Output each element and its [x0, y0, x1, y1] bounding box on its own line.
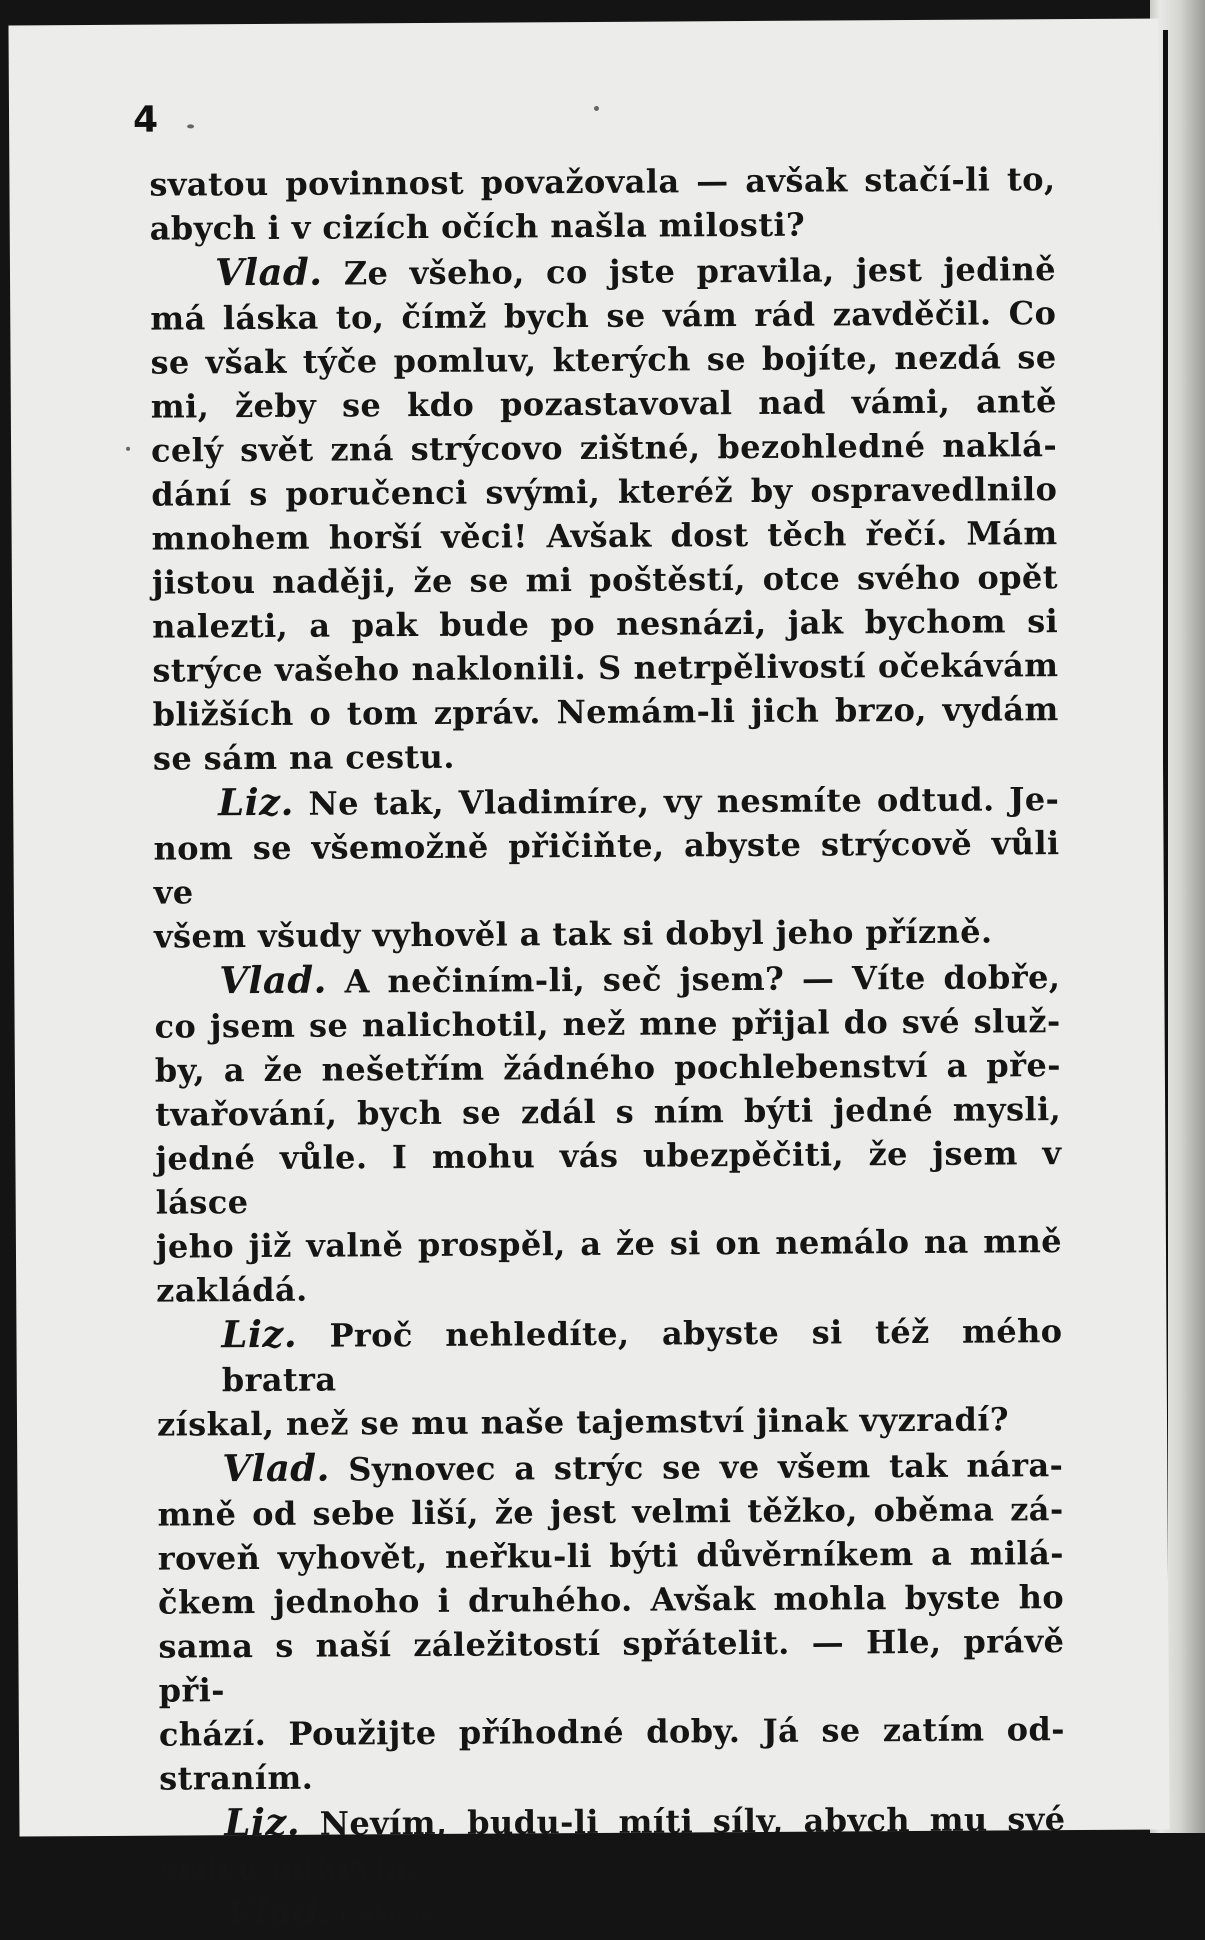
text-line — [155, 1043, 1061, 1093]
line-text: jistou naději, že se mi poštěstí, otce svého opět — [151, 558, 1058, 602]
line-text: má láska to, čímž bych se vám rád zavděčil. Co — [150, 294, 1057, 338]
text-line — [157, 1487, 1063, 1537]
line-text: jedné vůle. I mohu vás ubezpěčiti, že jsem v lásce — [155, 1134, 1062, 1222]
line-text: mně od sebe liší, že jest velmi těžko, oběma zá- — [157, 1490, 1064, 1534]
line-text: Synovec a strýc se ve všem tak nára- — [329, 1446, 1064, 1489]
text-line — [159, 1707, 1065, 1757]
line-text: Ze všeho, co jste pravila, jest jedině — [322, 250, 1057, 293]
text-line — [158, 1531, 1064, 1581]
text-line — [159, 1795, 1065, 1847]
line-text: roveň vyhovět, neřku-li býti důvěrníkem a milá- — [157, 1534, 1064, 1578]
page-number: 4 — [132, 99, 159, 141]
line-text: všem všudy vyhověl a tak si dobyl jeho přízně. — [153, 912, 993, 956]
page-body-text — [149, 157, 1066, 1939]
line-text: jeho již valně prospěl, a že si on nemálo na mně — [155, 1222, 1063, 1266]
text-line — [155, 1131, 1062, 1225]
speaker-name: Liz. — [221, 1311, 298, 1357]
text-line — [150, 335, 1056, 385]
text-line — [157, 1397, 1063, 1447]
text-line — [153, 731, 1059, 781]
text-line — [152, 643, 1058, 693]
text-line — [151, 379, 1057, 429]
text-line — [153, 821, 1060, 915]
line-text: čkem jednoho i druhého. Avšak mohla byste ho — [158, 1578, 1065, 1622]
line-text: straním. — [159, 1758, 314, 1798]
text-line — [155, 1087, 1061, 1137]
line-text: mnohem horší věci! Avšak dost těch řečí. Mám — [151, 514, 1058, 558]
text-line — [150, 201, 1056, 251]
line-text: tvařování, bych se zdál s ním býti jedné mysli, — [155, 1090, 1062, 1134]
speaker-name: Liz. — [224, 1799, 301, 1845]
text-line — [151, 423, 1057, 473]
line-text: Proč nehledíte, abyste si též mého bratra — [221, 1312, 1063, 1400]
text-line — [158, 1575, 1064, 1625]
text-line — [151, 467, 1057, 517]
paper-speck — [187, 124, 194, 128]
line-text: se sám na cestu. — [152, 737, 455, 778]
text-line — [160, 1885, 1066, 1939]
speaker-name: Vlad. — [214, 249, 323, 295]
line-text: získal, než se mu naše tajemství jinak vyzradí? — [156, 1400, 1010, 1444]
line-text: srdce odkryla. — [159, 1848, 420, 1888]
line-text: celý svět zná strýcovo zištné, bezohledné naklá- — [150, 426, 1058, 470]
line-text: bližších o tom zpráv. Nemám-li jich brzo, vydám — [152, 690, 1059, 734]
text-line — [157, 1441, 1063, 1493]
stage-direction: (odejde.) — [332, 1897, 452, 1932]
line-text: Ne tak, Vladimíre, vy nesmíte odtud. Je- — [293, 780, 1060, 823]
line-text: dání s poručenci svými, kteréž by ospravedlnilo — [151, 470, 1058, 514]
text-line — [151, 511, 1057, 561]
paper-speck — [594, 106, 599, 111]
text-line — [160, 1841, 1066, 1891]
text-line — [156, 1307, 1063, 1403]
speaker-name: Liz. — [218, 779, 294, 825]
line-text: abych i v cizích očích našla milosti? — [149, 205, 806, 248]
book-page — [8, 19, 1169, 1935]
line-text: sama s naší záležitostí spřátelit. — Hle, právě při- — [158, 1622, 1065, 1710]
speaker-name: Vlad. — [222, 1445, 330, 1491]
text-line — [152, 599, 1058, 649]
text-line — [150, 245, 1056, 297]
line-text: Nevím, budu-li míti síly, abych mu své — [299, 1800, 1066, 1843]
text-line — [150, 291, 1056, 341]
text-line — [154, 999, 1060, 1049]
text-line — [152, 555, 1058, 605]
text-line — [153, 775, 1059, 827]
text-line — [156, 1263, 1062, 1313]
speaker-name: Vlad. — [219, 957, 327, 1003]
line-text: strýce vašeho naklonili. S netrpělivostí očekávám — [152, 646, 1059, 690]
line-text: mi, žeby se kdo pozastavoval nad vámi, antě — [150, 382, 1057, 426]
line-text: svatou povinnost považovala — avšak stačí-li to, — [149, 160, 1056, 204]
text-line — [153, 687, 1059, 737]
line-text: nom se všemožně přičiňte, abyste strýcově vůli ve — [153, 824, 1060, 912]
line-text: A nečiním-li, seč jsem? — Víte dobře, — [326, 958, 1061, 1001]
text-line — [159, 1751, 1065, 1801]
line-text: chází. Použijte příhodné doby. Já se zatím od- — [158, 1710, 1066, 1754]
text-line — [154, 909, 1060, 959]
speaker-name: Vlad. — [224, 1889, 333, 1935]
paper-speck — [126, 447, 130, 451]
text-line — [154, 953, 1060, 1005]
text-line — [156, 1219, 1062, 1269]
line-text: nalezti, a pak bude po nesnázi, jak bychom si — [152, 602, 1059, 646]
text-line — [149, 157, 1055, 207]
line-text: by, a že nešetřím žádného pochlebenství a pře- — [154, 1046, 1061, 1090]
line-text: zakládá. — [156, 1270, 308, 1310]
text-line — [158, 1619, 1065, 1713]
line-text: se však týče pomluv, kterých se bojíte, nezdá se — [150, 338, 1057, 382]
line-text: co jsem se nalichotil, než mne přijal do své služ- — [154, 1002, 1061, 1046]
